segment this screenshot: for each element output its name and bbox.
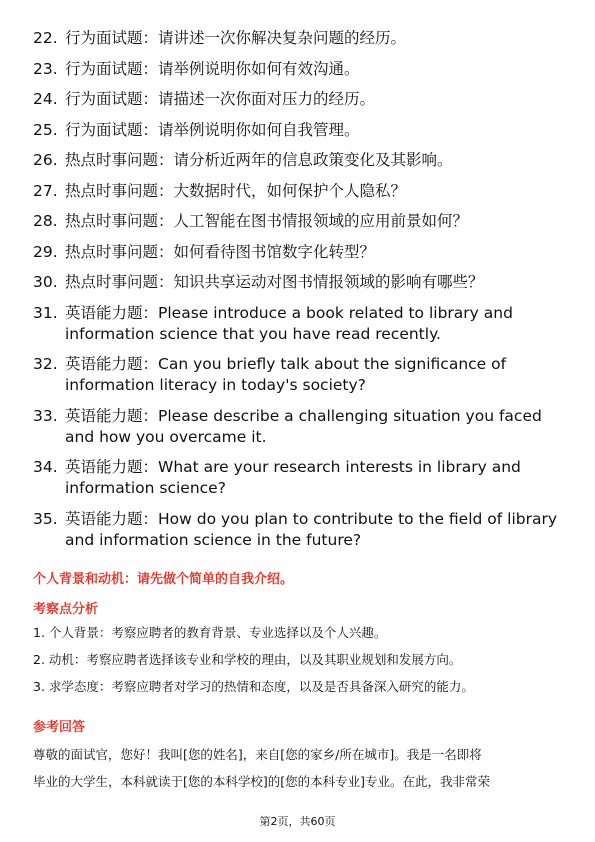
question-text: 热点时事问题：大数据时代，如何保护个人隐私？ (65, 181, 407, 200)
question-text-line: information science that you have read recently. (65, 324, 441, 343)
question-item (33, 150, 553, 171)
question-text-line: 英语能力题：How do you plan to contribute to the field of library (65, 509, 558, 528)
question-number: 35. (33, 509, 58, 528)
question-text: 行为面试题：请描述一次你面对压力的经历。 (65, 90, 376, 108)
question-text-line: 英语能力题：Can you briefly talk about the significance of (65, 355, 507, 373)
question-item (33, 181, 553, 202)
question-text-line: information science? (65, 479, 226, 497)
question-number: 24. (33, 90, 58, 108)
question-text: 行为面试题：请举例说明你如何自我管理。 (65, 120, 360, 139)
question-text: 行为面试题：请讲述一次你解决复杂问题的经历。 (65, 29, 407, 47)
answer-line: 尊敬的面试官，您好！我叫[您的姓名]，来自[您的家乡/所在城市]。我是一名即将 (33, 747, 482, 762)
question-item (33, 303, 553, 345)
question-text-line: 英语能力题：Please describe a challenging situation you faced (65, 406, 542, 425)
question-item (33, 406, 553, 448)
question-text: 热点时事问题：知识共享运动对图书情报领域的影响有哪些？ (65, 273, 484, 291)
analysis-list (33, 624, 563, 705)
question-text: 行为面试题：请举例说明你如何有效沟通。 (65, 59, 360, 78)
question-text: 热点时事问题：人工智能在图书情报领域的应用前景如何？ (65, 212, 469, 230)
question-number: 28. (33, 212, 58, 230)
question-item (33, 272, 553, 293)
question-text-line: information literacy in today's society? (65, 376, 366, 394)
answer-line: 毕业的大学生，本科就读于[您的本科学校]的[您的本科专业]专业。在此，我非常荣 (33, 774, 491, 789)
page-footer: 第2页，共60页 (259, 815, 336, 828)
analysis-title: 考察点分析 (33, 602, 99, 617)
question-item (33, 120, 553, 141)
question-list (33, 28, 558, 560)
question-item (33, 89, 553, 110)
question-item (33, 59, 553, 80)
question-item (33, 457, 553, 499)
question-item (33, 242, 553, 263)
question-number: 34. (33, 458, 58, 476)
question-text: 热点时事问题：请分析近两年的信息政策变化及其影响。 (65, 151, 453, 169)
analysis-item: 3. 求学态度：考察应聘者对学习的热情和态度，以及是否具备深入研究的能力。 (33, 679, 474, 694)
question-number: 30. (33, 273, 58, 291)
question-number: 32. (33, 355, 58, 373)
question-number: 23. (33, 59, 58, 78)
question-text-line: 英语能力题：Please introduce a book related to library and (65, 303, 513, 322)
question-text: 热点时事问题：如何看待图书馆数字化转型？ (65, 242, 376, 261)
question-text-line: and how you overcame it. (65, 427, 267, 446)
question-number: 33. (33, 406, 58, 425)
question-text-line: 英语能力题：What are your research interests in library and (65, 458, 521, 476)
question-number: 22. (33, 29, 58, 47)
question-number: 27. (33, 181, 58, 200)
section-heading: 个人背景和动机：请先做个简单的自我介绍。 (33, 572, 294, 587)
question-item (33, 28, 553, 49)
question-number: 26. (33, 151, 58, 169)
question-item (33, 354, 553, 396)
analysis-item: 2. 动机：考察应聘者选择该专业和学校的理由，以及其职业规划和发展方向。 (33, 652, 462, 667)
question-item (33, 211, 553, 232)
analysis-item: 1. 个人背景：考察应聘者的教育背景、专业选择以及个人兴趣。 (33, 625, 387, 640)
question-number: 29. (33, 242, 58, 261)
question-item (33, 509, 558, 551)
answer-title: 参考回答 (33, 720, 86, 735)
question-number: 25. (33, 120, 58, 139)
reference-answer (33, 741, 567, 795)
question-number: 31. (33, 303, 58, 322)
question-text-line: and information science in the future? (65, 530, 362, 549)
